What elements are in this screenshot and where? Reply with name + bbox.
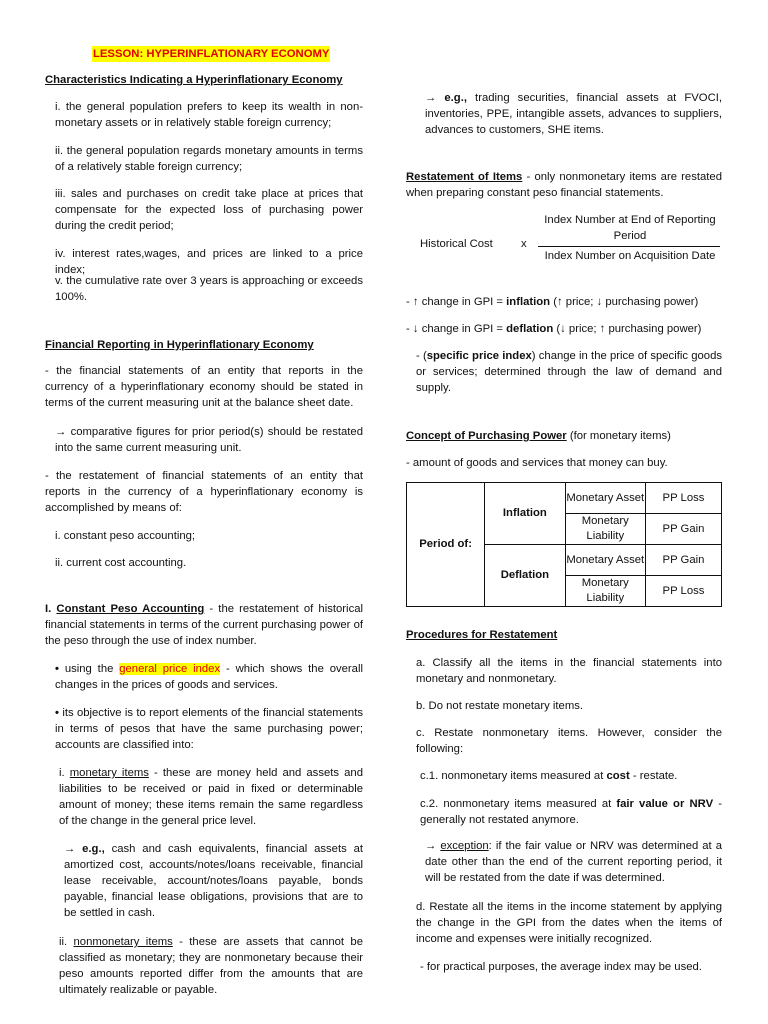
method-constant-peso: i. constant peso accounting; bbox=[55, 530, 196, 542]
table-cell-item: Monetary Asset bbox=[565, 483, 645, 514]
purchasing-power-qualifier: (for monetary items) bbox=[566, 430, 671, 442]
period-label: Period of: bbox=[407, 483, 485, 607]
restatement-desc: - only nonmonetary items are restated when preparing constant peso financial statements. bbox=[406, 171, 722, 199]
lesson-name: HYPERINFLATIONARY ECONOMY bbox=[146, 48, 330, 60]
monetary-prefix: i. bbox=[59, 767, 70, 779]
arrow-icon: → bbox=[64, 843, 83, 855]
arrow-icon: → bbox=[425, 92, 445, 104]
formula-denominator: Index Number on Acquisition Date bbox=[544, 250, 716, 262]
spi-post: ) change in the price of specific goods or services; determined through the law of demand and supply. bbox=[416, 350, 722, 394]
procedure-c1 bbox=[406, 768, 722, 784]
table-cell-item: Monetary Liability bbox=[565, 576, 645, 607]
constant-peso-intro bbox=[45, 601, 363, 649]
inflation-post: (↑ price; ↓ purchasing power) bbox=[550, 296, 699, 308]
procedure-d: d. Restate all the items in the income statement by applying the change in the GPI from the dates when the items of income and expenses were initially recognized. bbox=[416, 901, 722, 945]
exception-text: : if the fair value or NRV was determined at a date other than the end of the current reporting period, it will be restated from the date if was determined. bbox=[425, 840, 722, 884]
formula-multiply-sign: x bbox=[521, 238, 527, 250]
constant-peso-desc: - the restatement of historical financial statements in terms of the current purchasing power of the peso through the use of index number. bbox=[45, 603, 364, 647]
characteristic-item-5: v. the cumulative rate over 3 years is approaching or exceeds 100%. bbox=[55, 275, 363, 303]
specific-price-index bbox=[406, 348, 722, 396]
restatement-term: Restatement of Items bbox=[406, 171, 523, 183]
inflation-term: inflation bbox=[506, 296, 551, 308]
nonmonetary-eg-label: e.g., bbox=[444, 92, 467, 104]
gpi-bullet bbox=[45, 661, 363, 693]
deflation-line bbox=[406, 321, 722, 337]
financial-reporting-para-2: - the restatement of financial statements of an entity that reports in the currency of a hyperinflationary economy is accomplished by means of: bbox=[45, 470, 363, 514]
c1-pre: c.1. nonmonetary items measured at bbox=[420, 770, 607, 782]
inflation-line bbox=[406, 294, 722, 310]
monetary-eg-label: e.g., bbox=[82, 843, 105, 855]
financial-reporting-heading: Financial Reporting in Hyperinflationary Economy bbox=[45, 339, 314, 351]
nonmonetary-prefix: ii. bbox=[59, 936, 74, 948]
purchasing-power-heading bbox=[406, 428, 722, 444]
spi-pre: - ( bbox=[416, 350, 427, 362]
restatement-of-items bbox=[406, 169, 722, 201]
c2-pre: c.2. nonmonetary items measured at bbox=[420, 798, 617, 810]
procedure-b: b. Do not restate monetary items. bbox=[416, 700, 584, 712]
monetary-term: monetary items bbox=[69, 767, 149, 779]
comparative-figures-note: → comparative figures for prior period(s) should be restated into the same current measuring unit. bbox=[55, 426, 363, 454]
table-cell-item: Monetary Liability bbox=[565, 514, 645, 545]
lesson-label: LESSON: bbox=[93, 48, 144, 60]
purchasing-power-term: Concept of Purchasing Power bbox=[406, 430, 567, 442]
procedure-c2 bbox=[406, 796, 722, 828]
c2-term: fair value or NRV bbox=[616, 798, 714, 810]
restatement-formula bbox=[406, 212, 722, 276]
deflation-post: (↓ price; ↑ purchasing power) bbox=[553, 323, 702, 335]
monetary-eg-text: cash and cash equivalents, financial assets at amortized cost, accounts/notes/loans receivable, financial lease receivable, account/notes/loans payable, bonds payable, financial lease obligations, provisions that are to be settled in cash. bbox=[64, 843, 363, 919]
monetary-desc: - these are money held and assets and liabilities to be received or paid in fixed or determinable amount of money; these items remain the same regardless of the change in the general price level. bbox=[59, 767, 363, 827]
method-current-cost: ii. current cost accounting. bbox=[55, 557, 187, 569]
deflation-pre: - ↓ change in GPI = bbox=[406, 323, 507, 335]
procedure-exception bbox=[406, 838, 722, 886]
bullet-dot: • bbox=[55, 707, 59, 719]
objective-bullet bbox=[45, 705, 363, 753]
table-cell-result: PP Gain bbox=[645, 514, 721, 545]
monetary-items-para bbox=[45, 765, 363, 829]
arrow-icon: → bbox=[425, 840, 441, 852]
table-cell-result: PP Loss bbox=[645, 576, 721, 607]
formula-historical-cost: Historical Cost bbox=[420, 238, 493, 250]
characteristics-heading: Characteristics Indicating a Hyperinflationary Economy bbox=[45, 74, 343, 86]
purchasing-power-definition: - amount of goods and services that money can buy. bbox=[406, 457, 668, 469]
nonmonetary-examples bbox=[406, 90, 722, 138]
practical-note: - for practical purposes, the average index may be used. bbox=[420, 961, 702, 973]
spi-term: specific price index bbox=[426, 350, 532, 362]
constant-peso-prefix: I. bbox=[45, 603, 52, 615]
nonmonetary-items-para bbox=[45, 934, 363, 998]
formula-numerator: Index Number at End of Reporting Period bbox=[544, 214, 716, 242]
nonmonetary-eg-text: trading securities, financial assets at FVOCI, inventories, PPE, intangible assets, advances to suppliers, advances to customers, SHE items. bbox=[425, 92, 722, 136]
nonmonetary-desc: - these are assets that cannot be classified as monetary; they are nonmonetary because their peso amounts reported differ from the amounts that are ultimately realizable or payable. bbox=[59, 936, 363, 996]
nonmonetary-term: nonmonetary items bbox=[73, 936, 173, 948]
financial-reporting-para-1: - the financial statements of an entity that reports in the currency of a hyperinflationary economy should be stated in terms of the current measuring unit at the balance sheet date. bbox=[45, 365, 363, 409]
procedures-heading: Procedures for Restatement bbox=[406, 629, 558, 641]
formula-fraction-bar bbox=[538, 246, 720, 247]
deflation-label: Deflation bbox=[485, 545, 565, 607]
characteristic-item-1: i. the general population prefers to keep its wealth in non-monetary assets or in relatively stable foreign currency; bbox=[55, 101, 363, 129]
gpi-bullet-pre: using the bbox=[64, 663, 120, 675]
exception-term: exception bbox=[440, 840, 489, 852]
objective-text: its objective is to report elements of the financial statements in terms of pesos that have the same purchasing power; accounts are classified into: bbox=[55, 707, 364, 751]
characteristic-item-2: ii. the general population regards monetary amounts in terms of a relatively stable foreign currency; bbox=[55, 145, 363, 173]
c2-post: - generally not restated anymore. bbox=[420, 798, 722, 826]
table-cell-result: PP Loss bbox=[645, 483, 721, 514]
gpi-bullet-post: - which shows the overall changes in the prices of goods and services. bbox=[55, 663, 363, 691]
procedure-a: a. Classify all the items in the financial statements into monetary and nonmonetary. bbox=[416, 657, 722, 685]
bullet-dot: • bbox=[55, 663, 59, 675]
deflation-term: deflation bbox=[506, 323, 554, 335]
lesson-title bbox=[92, 46, 330, 62]
c1-post: - restate. bbox=[629, 770, 678, 782]
inflation-label: Inflation bbox=[485, 483, 565, 545]
gpi-highlight: general price index bbox=[119, 663, 221, 675]
procedure-c: c. Restate nonmonetary items. However, consider the following: bbox=[416, 727, 722, 755]
monetary-examples bbox=[45, 841, 363, 921]
table-cell-result: PP Gain bbox=[645, 545, 721, 576]
constant-peso-term: Constant Peso Accounting bbox=[56, 603, 205, 615]
table-row bbox=[407, 483, 722, 514]
purchasing-power-table bbox=[406, 482, 722, 607]
table-cell-item: Monetary Asset bbox=[565, 545, 645, 576]
inflation-pre: - ↑ change in GPI = bbox=[406, 296, 507, 308]
characteristic-item-3: iii. sales and purchases on credit take place at prices that compensate for the expected loss of purchasing power during the credit period; bbox=[55, 188, 363, 232]
c1-term: cost bbox=[606, 770, 630, 782]
characteristic-item-4: iv. interest rates,wages, and prices are linked to a price index; bbox=[55, 248, 363, 276]
